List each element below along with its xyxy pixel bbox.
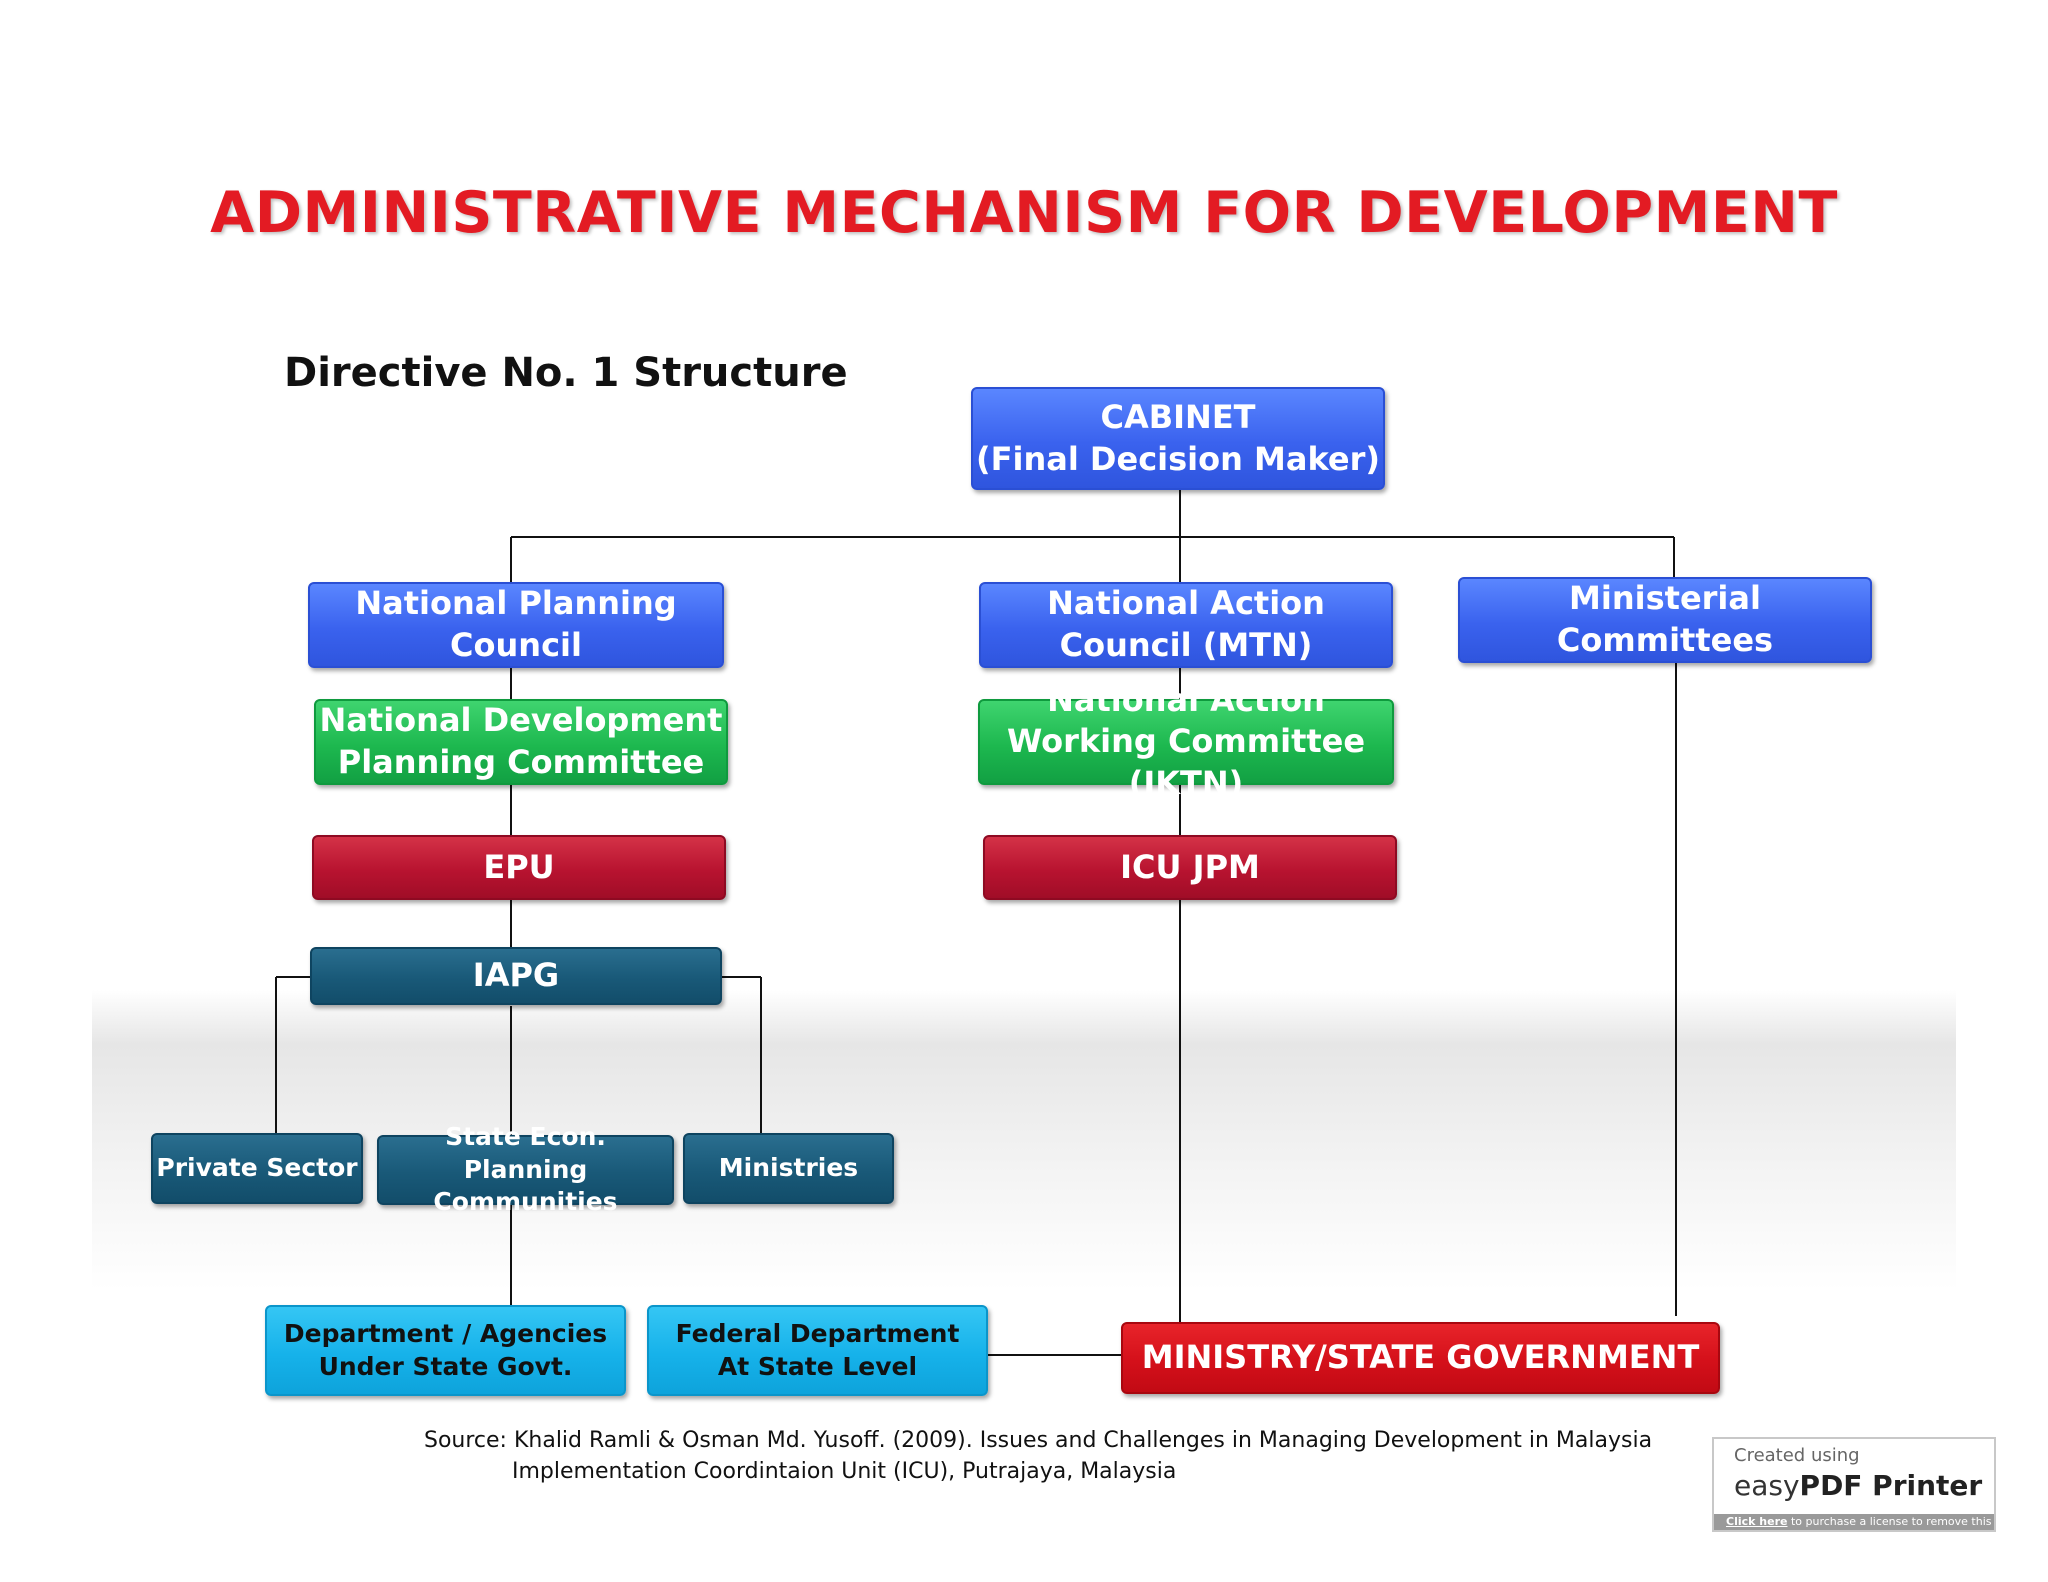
diagram-subtitle: Directive No. 1 Structure — [284, 350, 848, 396]
federal-department-line1: Federal Department — [675, 1319, 960, 1348]
page-title: ADMINISTRATIVE MECHANISM FOR DEVELOPMENT — [210, 180, 1838, 246]
ministries-box — [683, 1133, 894, 1204]
federal-department-line2: At State Level — [717, 1351, 918, 1381]
watermark-brand-prefix: easy — [1734, 1469, 1800, 1502]
epu-box — [312, 835, 726, 900]
national-action-council-line2: Council (MTN) — [1059, 626, 1313, 664]
watermark-brand — [1734, 1469, 1982, 1502]
dept-agencies-line2: Under State Govt. — [318, 1351, 573, 1381]
watermark-purchase-text: to purchase a license to remove this image — [1787, 1515, 2030, 1528]
state-econ-line2: Planning Communities — [433, 1154, 618, 1217]
private-sector-label: Private Sector — [156, 1153, 358, 1183]
national-action-council-box — [979, 582, 1393, 668]
source-line2: Implementation Coordintaion Unit (ICU), Putrajaya, Malaysia — [512, 1459, 1177, 1484]
dept-agencies-box — [265, 1305, 626, 1396]
national-action-council-line1: National Action — [1047, 584, 1325, 623]
watermark-purchase-bar — [1714, 1514, 2030, 1530]
watermark-created-using: Created using — [1734, 1445, 1860, 1466]
cabinet-label: CABINET — [1100, 397, 1256, 436]
icu-jpm-box — [983, 835, 1397, 900]
watermark-brand-main: PDF Printer — [1799, 1469, 1983, 1502]
national-planning-council-label: National Planning Council — [355, 584, 677, 664]
national-action-working-committee-box — [978, 680, 1394, 802]
ministry-state-government-label: MINISTRY/STATE GOVERNMENT — [1141, 1338, 1700, 1377]
iapg-box — [310, 947, 722, 1005]
epu-label: EPU — [483, 847, 555, 886]
source-line1: Source: Khalid Ramli & Osman Md. Yusoff. (2009). Issues and Challenges in Managing Development in Malaysia — [424, 1428, 1653, 1453]
dept-agencies-line1: Department / Agencies — [283, 1319, 608, 1348]
national-development-planning-committee-box — [314, 699, 728, 785]
watermark-badge[interactable] — [1712, 1437, 2030, 1532]
private-sector-box — [151, 1133, 363, 1204]
ministries-label: Ministries — [718, 1153, 859, 1183]
cabinet-sublabel: (Final Decision Maker) — [975, 439, 1381, 478]
national-planning-council-box — [308, 582, 724, 668]
federal-department-box — [647, 1305, 988, 1396]
cabinet-box — [971, 387, 1385, 490]
ndpc-line2: Planning Committee — [337, 743, 705, 781]
jktn-line2: Working Committee (JKTN) — [1006, 722, 1366, 802]
icu-jpm-label: ICU JPM — [1120, 847, 1260, 886]
source-citation — [424, 1425, 1652, 1487]
jktn-line1: National Action — [1047, 680, 1325, 719]
state-econ-box — [377, 1122, 674, 1217]
state-econ-line1: State Econ. — [445, 1122, 606, 1152]
ministerial-committees-label: Ministerial Committees — [1556, 579, 1774, 659]
ministry-state-government-box — [1121, 1322, 1720, 1394]
iapg-label: IAPG — [472, 956, 560, 995]
ministerial-committees-box — [1458, 577, 1872, 663]
watermark-click-here-link[interactable]: Click here — [1726, 1515, 1788, 1528]
ndpc-line1: National Development — [319, 701, 723, 740]
